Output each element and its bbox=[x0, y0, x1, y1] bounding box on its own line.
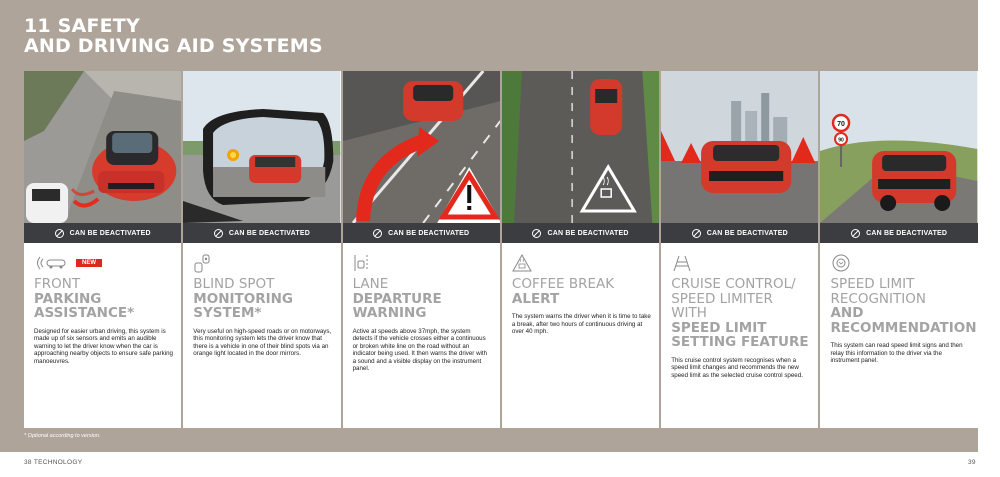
panel-blind-spot bbox=[183, 71, 340, 428]
deactivatable-bar bbox=[661, 223, 818, 243]
ban-icon bbox=[692, 229, 701, 238]
parking-sensor-icon bbox=[34, 256, 68, 270]
new-badge: NEW bbox=[76, 259, 102, 267]
page-title bbox=[24, 16, 323, 56]
feature-title: BLIND SPOT MONITORING SYSTEM* bbox=[193, 276, 294, 321]
feature-title: FRONT PARKING ASSISTANCE* bbox=[34, 276, 135, 321]
footnote: * Optional according to version. bbox=[24, 433, 101, 439]
ban-icon bbox=[55, 229, 64, 238]
photo-coffee-break bbox=[502, 71, 659, 223]
ban-icon bbox=[851, 229, 860, 238]
feature-description: Very useful on high-speed roads or on motorways, this monitoring system lets the driver know that there is a vehicle in one of their blind spots via an orange light located in the door mirrors. bbox=[193, 327, 332, 358]
deactivatable-bar bbox=[343, 223, 500, 243]
blind-spot-icon bbox=[193, 253, 211, 273]
photo-cruise-control bbox=[661, 71, 818, 223]
panel-coffee-break bbox=[502, 71, 659, 428]
feature-description: The system warns the driver when it is time to take a break, after two hours of continuous driving at over 40 mph. bbox=[511, 313, 651, 336]
cruise-control-icon bbox=[671, 254, 693, 272]
panel-speed-limit bbox=[820, 71, 977, 428]
photo-blind-spot bbox=[183, 71, 340, 223]
page-number-left: 38 TECHNOLOGY bbox=[24, 459, 83, 466]
photo-lane-departure bbox=[343, 71, 500, 223]
deactivatable-label: CAN BE DEACTIVATED bbox=[228, 229, 310, 237]
photo-front-parking bbox=[24, 71, 181, 223]
deactivatable-label: CAN BE DEACTIVATED bbox=[706, 229, 788, 237]
feature-title: SPEED LIMIT RECOGNITION AND RECOMMENDATION bbox=[830, 276, 977, 336]
ban-icon bbox=[532, 229, 541, 238]
deactivatable-label: CAN BE DEACTIVATED bbox=[866, 229, 948, 237]
feature-description: Designed for easier urban driving, this system is made up of six sensors and emits an audible warning to let the driver know when the car is approaching nearby objects to ensure safe parking manoeuvres. bbox=[34, 327, 173, 365]
deactivatable-label: CAN BE DEACTIVATED bbox=[547, 229, 629, 237]
deactivatable-bar bbox=[820, 223, 977, 243]
deactivatable-bar bbox=[502, 223, 659, 243]
photo-speed-limit bbox=[820, 71, 977, 223]
speed-sign-top-value: 70 bbox=[837, 121, 846, 128]
page-number-right: 39 bbox=[968, 459, 976, 466]
panel-lane-departure bbox=[343, 71, 500, 428]
feature-description: This cruise control system recognises when a speed limit changes and recommends the new speed limit as the selected cruise control speed. bbox=[671, 356, 803, 379]
speed-sign-bottom-value: 90 bbox=[838, 137, 845, 144]
page-title-line1: 11 SAFETY bbox=[24, 15, 140, 37]
ban-icon bbox=[214, 229, 223, 238]
speed-sign-icon bbox=[830, 254, 852, 272]
deactivatable-label: CAN BE DEACTIVATED bbox=[69, 229, 151, 237]
deactivatable-bar bbox=[24, 223, 181, 243]
page-title-line2: AND DRIVING AID SYSTEMS bbox=[24, 35, 323, 57]
deactivatable-label: CAN BE DEACTIVATED bbox=[388, 229, 470, 237]
feature-title: COFFEE BREAK ALERT bbox=[511, 276, 615, 307]
panel-front-parking bbox=[24, 71, 181, 428]
feature-title: CRUISE CONTROL/ SPEED LIMITER WITH SPEED LIMIT SETTING FEATURE bbox=[671, 276, 809, 350]
feature-description: Active at speeds above 37mph, the system detects if the vehicle crosses either a continuous or broken white line on the road without an indicator being used. It then warns the driver with a sound and a visible display on the instrument panel. bbox=[352, 327, 488, 373]
feature-title: LANE DEPARTURE WARNING bbox=[352, 276, 442, 321]
ban-icon bbox=[373, 229, 382, 238]
panel-cruise-control bbox=[661, 71, 818, 428]
feature-panels bbox=[24, 71, 978, 428]
coffee-cup-icon bbox=[512, 254, 532, 272]
feature-description: This system can read speed limit signs and then relay this information to the driver via the instrument panel. bbox=[830, 342, 963, 365]
deactivatable-bar bbox=[183, 223, 340, 243]
lane-departure-icon bbox=[353, 253, 369, 273]
